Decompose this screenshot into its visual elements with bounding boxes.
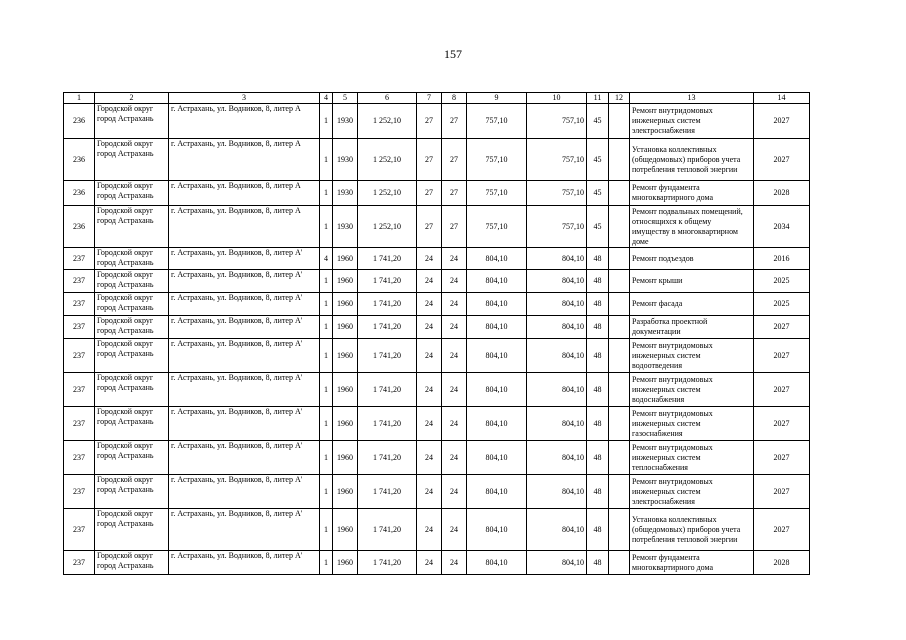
col-9-value: 804,10 <box>467 373 527 407</box>
repair-work-type: Ремонт фасада <box>630 293 754 316</box>
address: г. Астрахань, ул. Водников, 8, литер А' <box>169 509 320 551</box>
repair-work-type: Ремонт внутридомовых инженерных систем газоснабжения <box>630 407 754 441</box>
municipality: Городской округ город Астрахань <box>95 373 169 407</box>
col-10-value: 804,10 <box>527 248 587 270</box>
total-area: 1 252,10 <box>358 104 417 139</box>
col-11-value: 48 <box>587 373 609 407</box>
municipality: Городской округ город Астрахань <box>95 206 169 248</box>
column-number: 9 <box>467 93 527 104</box>
col-12-value <box>609 181 630 206</box>
year-built: 1930 <box>333 181 358 206</box>
municipality: Городской округ город Астрахань <box>95 293 169 316</box>
col-12-value <box>609 316 630 339</box>
col-8-value: 24 <box>442 441 467 475</box>
page-number: 157 <box>444 47 462 61</box>
column-number: 10 <box>527 93 587 104</box>
year-built: 1960 <box>333 248 358 270</box>
municipality: Городской округ город Астрахань <box>95 551 169 575</box>
total-area: 1 252,10 <box>358 181 417 206</box>
col-10-value: 804,10 <box>527 373 587 407</box>
col-7-value: 24 <box>417 475 442 509</box>
column-number: 12 <box>609 93 630 104</box>
repair-work-type: Ремонт фундамента многоквартирного дома <box>630 181 754 206</box>
col-9-value: 757,10 <box>467 139 527 181</box>
col-10-value: 804,10 <box>527 509 587 551</box>
row-number: 237 <box>64 293 95 316</box>
address: г. Астрахань, ул. Водников, 8, литер А <box>169 104 320 139</box>
repair-work-type: Ремонт фундамента многоквартирного дома <box>630 551 754 575</box>
col-12-value <box>609 293 630 316</box>
table-row <box>64 181 810 206</box>
municipality: Городской округ город Астрахань <box>95 270 169 293</box>
row-number: 237 <box>64 270 95 293</box>
col-4-value: 1 <box>320 509 333 551</box>
row-number: 237 <box>64 407 95 441</box>
year-built: 1960 <box>333 373 358 407</box>
capital-repair-table <box>63 92 810 575</box>
col-4-value: 4 <box>320 248 333 270</box>
col-4-value: 1 <box>320 316 333 339</box>
row-number: 237 <box>64 373 95 407</box>
col-10-value: 804,10 <box>527 441 587 475</box>
planned-year: 2027 <box>754 475 810 509</box>
col-12-value <box>609 248 630 270</box>
col-4-value: 1 <box>320 206 333 248</box>
col-11-value: 48 <box>587 339 609 373</box>
col-10-value: 804,10 <box>527 270 587 293</box>
address: г. Астрахань, ул. Водников, 8, литер А' <box>169 270 320 293</box>
col-8-value: 24 <box>442 270 467 293</box>
planned-year: 2027 <box>754 339 810 373</box>
col-11-value: 48 <box>587 316 609 339</box>
year-built: 1930 <box>333 206 358 248</box>
year-built: 1960 <box>333 509 358 551</box>
year-built: 1960 <box>333 293 358 316</box>
planned-year: 2028 <box>754 551 810 575</box>
col-9-value: 804,10 <box>467 551 527 575</box>
row-number: 237 <box>64 509 95 551</box>
municipality: Городской округ город Астрахань <box>95 509 169 551</box>
year-built: 1960 <box>333 270 358 293</box>
column-number: 4 <box>320 93 333 104</box>
col-4-value: 1 <box>320 104 333 139</box>
col-10-value: 804,10 <box>527 293 587 316</box>
municipality: Городской округ город Астрахань <box>95 316 169 339</box>
row-number: 236 <box>64 139 95 181</box>
col-4-value: 1 <box>320 407 333 441</box>
col-8-value: 24 <box>442 316 467 339</box>
col-9-value: 804,10 <box>467 441 527 475</box>
column-number: 11 <box>587 93 609 104</box>
col-7-value: 24 <box>417 551 442 575</box>
planned-year: 2025 <box>754 270 810 293</box>
col-4-value: 1 <box>320 181 333 206</box>
repair-work-type: Ремонт крыши <box>630 270 754 293</box>
col-11-value: 45 <box>587 206 609 248</box>
col-8-value: 27 <box>442 139 467 181</box>
col-12-value <box>609 104 630 139</box>
table-row <box>64 475 810 509</box>
col-8-value: 27 <box>442 206 467 248</box>
col-9-value: 757,10 <box>467 181 527 206</box>
col-9-value: 804,10 <box>467 293 527 316</box>
table-row <box>64 551 810 575</box>
planned-year: 2025 <box>754 293 810 316</box>
col-8-value: 27 <box>442 104 467 139</box>
year-built: 1930 <box>333 139 358 181</box>
col-11-value: 48 <box>587 551 609 575</box>
col-12-value <box>609 475 630 509</box>
address: г. Астрахань, ул. Водников, 8, литер А <box>169 181 320 206</box>
year-built: 1960 <box>333 339 358 373</box>
col-12-value <box>609 206 630 248</box>
col-12-value <box>609 407 630 441</box>
col-7-value: 24 <box>417 270 442 293</box>
column-number: 8 <box>442 93 467 104</box>
planned-year: 2027 <box>754 139 810 181</box>
repair-work-type: Ремонт внутридомовых инженерных систем теплоснабжения <box>630 441 754 475</box>
total-area: 1 741,20 <box>358 293 417 316</box>
column-number: 13 <box>630 93 754 104</box>
col-8-value: 24 <box>442 475 467 509</box>
repair-work-type: Ремонт внутридомовых инженерных систем электроснабжения <box>630 104 754 139</box>
table-row <box>64 139 810 181</box>
col-11-value: 48 <box>587 475 609 509</box>
total-area: 1 741,20 <box>358 339 417 373</box>
repair-work-type: Ремонт внутридомовых инженерных систем водоотведения <box>630 339 754 373</box>
planned-year: 2016 <box>754 248 810 270</box>
total-area: 1 741,20 <box>358 270 417 293</box>
col-4-value: 1 <box>320 475 333 509</box>
total-area: 1 741,20 <box>358 316 417 339</box>
col-11-value: 48 <box>587 407 609 441</box>
address: г. Астрахань, ул. Водников, 8, литер А' <box>169 316 320 339</box>
total-area: 1 741,20 <box>358 248 417 270</box>
col-7-value: 27 <box>417 206 442 248</box>
table-row <box>64 509 810 551</box>
total-area: 1 741,20 <box>358 373 417 407</box>
municipality: Городской округ город Астрахань <box>95 407 169 441</box>
repair-work-type: Разработка проектной документации <box>630 316 754 339</box>
year-built: 1930 <box>333 104 358 139</box>
col-11-value: 48 <box>587 509 609 551</box>
col-10-value: 804,10 <box>527 316 587 339</box>
col-12-value <box>609 441 630 475</box>
total-area: 1 741,20 <box>358 475 417 509</box>
total-area: 1 741,20 <box>358 509 417 551</box>
col-10-value: 804,10 <box>527 475 587 509</box>
year-built: 1960 <box>333 551 358 575</box>
column-number: 2 <box>95 93 169 104</box>
col-8-value: 24 <box>442 339 467 373</box>
col-12-value <box>609 339 630 373</box>
col-11-value: 48 <box>587 441 609 475</box>
address: г. Астрахань, ул. Водников, 8, литер А <box>169 139 320 181</box>
col-7-value: 24 <box>417 248 442 270</box>
repair-work-type: Ремонт внутридомовых инженерных систем электроснабжения <box>630 475 754 509</box>
col-9-value: 757,10 <box>467 104 527 139</box>
col-8-value: 24 <box>442 407 467 441</box>
column-number-row <box>64 93 810 104</box>
planned-year: 2027 <box>754 316 810 339</box>
year-built: 1960 <box>333 475 358 509</box>
row-number: 237 <box>64 441 95 475</box>
municipality: Городской округ город Астрахань <box>95 339 169 373</box>
col-7-value: 24 <box>417 373 442 407</box>
table-row <box>64 293 810 316</box>
col-7-value: 24 <box>417 316 442 339</box>
planned-year: 2034 <box>754 206 810 248</box>
table-row <box>64 206 810 248</box>
col-11-value: 48 <box>587 293 609 316</box>
municipality: Городской округ город Астрахань <box>95 181 169 206</box>
col-10-value: 757,10 <box>527 181 587 206</box>
address: г. Астрахань, ул. Водников, 8, литер А' <box>169 339 320 373</box>
row-number: 236 <box>64 104 95 139</box>
total-area: 1 741,20 <box>358 407 417 441</box>
column-number: 14 <box>754 93 810 104</box>
col-4-value: 1 <box>320 139 333 181</box>
col-7-value: 24 <box>417 339 442 373</box>
table-row <box>64 270 810 293</box>
col-8-value: 24 <box>442 248 467 270</box>
year-built: 1960 <box>333 441 358 475</box>
col-8-value: 24 <box>442 293 467 316</box>
col-12-value <box>609 139 630 181</box>
row-number: 237 <box>64 475 95 509</box>
table-row <box>64 407 810 441</box>
row-number: 237 <box>64 551 95 575</box>
table-row <box>64 104 810 139</box>
col-8-value: 24 <box>442 551 467 575</box>
municipality: Городской округ город Астрахань <box>95 441 169 475</box>
column-number: 7 <box>417 93 442 104</box>
total-area: 1 252,10 <box>358 206 417 248</box>
col-10-value: 757,10 <box>527 139 587 181</box>
col-7-value: 27 <box>417 139 442 181</box>
col-9-value: 804,10 <box>467 316 527 339</box>
col-7-value: 27 <box>417 104 442 139</box>
repair-work-type: Ремонт внутридомовых инженерных систем водоснабжения <box>630 373 754 407</box>
col-12-value <box>609 551 630 575</box>
col-12-value <box>609 509 630 551</box>
col-7-value: 24 <box>417 407 442 441</box>
col-4-value: 1 <box>320 339 333 373</box>
col-9-value: 804,10 <box>467 475 527 509</box>
row-number: 237 <box>64 339 95 373</box>
planned-year: 2027 <box>754 407 810 441</box>
col-7-value: 24 <box>417 293 442 316</box>
repair-work-type: Ремонт подвальных помещений, относящихся к общему имуществу в многоквартирном доме <box>630 206 754 248</box>
repair-work-type: Установка коллективных (общедомовых) приборов учета потребления тепловой энергии <box>630 509 754 551</box>
col-11-value: 48 <box>587 270 609 293</box>
col-8-value: 27 <box>442 181 467 206</box>
total-area: 1 741,20 <box>358 441 417 475</box>
col-4-value: 1 <box>320 373 333 407</box>
col-9-value: 804,10 <box>467 509 527 551</box>
address: г. Астрахань, ул. Водников, 8, литер А' <box>169 441 320 475</box>
planned-year: 2027 <box>754 509 810 551</box>
total-area: 1 252,10 <box>358 139 417 181</box>
repair-work-type: Установка коллективных (общедомовых) приборов учета потребления тепловой энергии <box>630 139 754 181</box>
col-9-value: 804,10 <box>467 248 527 270</box>
table-row <box>64 248 810 270</box>
col-10-value: 757,10 <box>527 206 587 248</box>
col-7-value: 27 <box>417 181 442 206</box>
municipality: Городской округ город Астрахань <box>95 139 169 181</box>
col-8-value: 24 <box>442 373 467 407</box>
col-7-value: 24 <box>417 509 442 551</box>
table-row <box>64 441 810 475</box>
table-row <box>64 316 810 339</box>
row-number: 236 <box>64 206 95 248</box>
row-number: 236 <box>64 181 95 206</box>
column-number: 1 <box>64 93 95 104</box>
col-9-value: 804,10 <box>467 339 527 373</box>
address: г. Астрахань, ул. Водников, 8, литер А <box>169 206 320 248</box>
address: г. Астрахань, ул. Водников, 8, литер А' <box>169 551 320 575</box>
col-7-value: 24 <box>417 441 442 475</box>
column-number: 3 <box>169 93 320 104</box>
planned-year: 2027 <box>754 373 810 407</box>
year-built: 1960 <box>333 316 358 339</box>
col-10-value: 804,10 <box>527 551 587 575</box>
col-12-value <box>609 373 630 407</box>
repair-work-type: Ремонт подъездов <box>630 248 754 270</box>
address: г. Астрахань, ул. Водников, 8, литер А' <box>169 248 320 270</box>
col-8-value: 24 <box>442 509 467 551</box>
col-10-value: 804,10 <box>527 339 587 373</box>
col-11-value: 45 <box>587 104 609 139</box>
planned-year: 2028 <box>754 181 810 206</box>
col-4-value: 1 <box>320 551 333 575</box>
table-row <box>64 373 810 407</box>
col-4-value: 1 <box>320 293 333 316</box>
col-4-value: 1 <box>320 270 333 293</box>
col-11-value: 45 <box>587 139 609 181</box>
col-9-value: 804,10 <box>467 407 527 441</box>
col-10-value: 804,10 <box>527 407 587 441</box>
address: г. Астрахань, ул. Водников, 8, литер А' <box>169 293 320 316</box>
col-4-value: 1 <box>320 441 333 475</box>
table-row <box>64 339 810 373</box>
address: г. Астрахань, ул. Водников, 8, литер А' <box>169 407 320 441</box>
address: г. Астрахань, ул. Водников, 8, литер А' <box>169 475 320 509</box>
total-area: 1 741,20 <box>358 551 417 575</box>
address: г. Астрахань, ул. Водников, 8, литер А' <box>169 373 320 407</box>
col-11-value: 48 <box>587 248 609 270</box>
column-number: 6 <box>358 93 417 104</box>
col-9-value: 804,10 <box>467 270 527 293</box>
row-number: 237 <box>64 248 95 270</box>
municipality: Городской округ город Астрахань <box>95 104 169 139</box>
planned-year: 2027 <box>754 104 810 139</box>
column-number: 5 <box>333 93 358 104</box>
col-11-value: 45 <box>587 181 609 206</box>
municipality: Городской округ город Астрахань <box>95 248 169 270</box>
row-number: 237 <box>64 316 95 339</box>
col-10-value: 757,10 <box>527 104 587 139</box>
municipality: Городской округ город Астрахань <box>95 475 169 509</box>
year-built: 1960 <box>333 407 358 441</box>
planned-year: 2027 <box>754 441 810 475</box>
col-9-value: 757,10 <box>467 206 527 248</box>
col-12-value <box>609 270 630 293</box>
